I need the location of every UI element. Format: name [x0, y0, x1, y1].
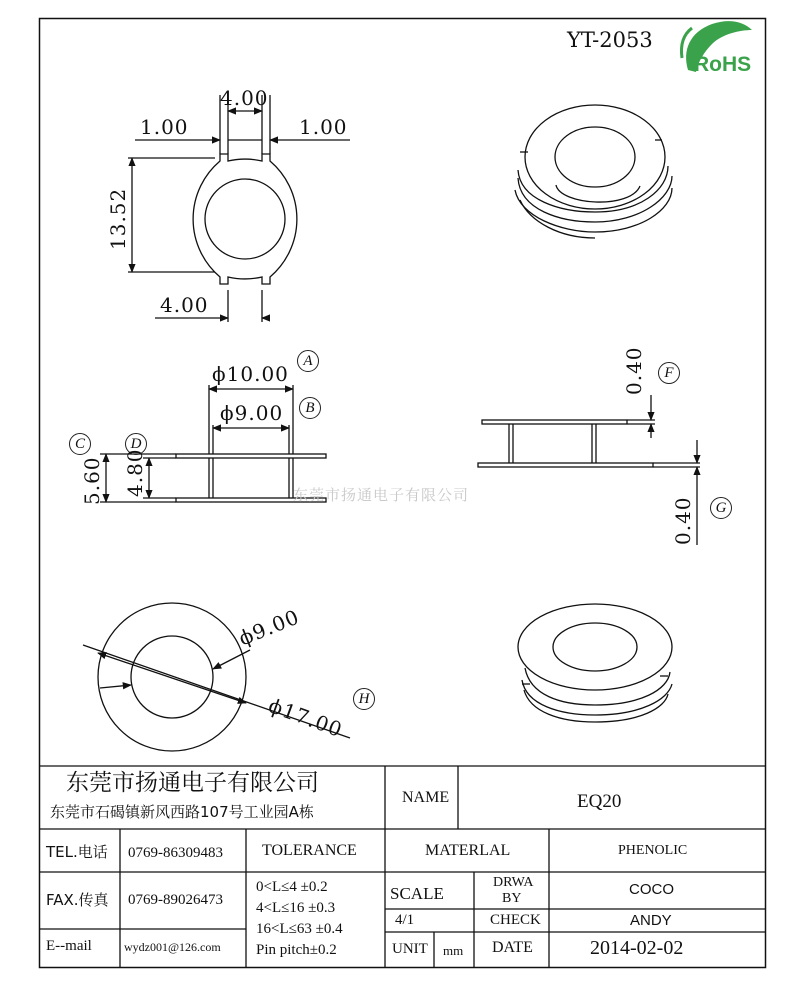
dim-left-gap: 1.00: [140, 115, 189, 139]
part-code: YT-2053: [567, 28, 653, 52]
date-label: DATE: [492, 939, 533, 956]
check-value: ANDY: [630, 912, 672, 929]
dim-dia-a: ϕ10.00: [212, 362, 289, 386]
label-c-icon: C: [69, 433, 91, 455]
unit-value: mm: [443, 943, 464, 958]
scale-label: SCALE: [390, 884, 444, 903]
drawn-label-2: BY: [502, 891, 522, 906]
dim-outer-dia: ϕ17.00: [265, 693, 346, 742]
label-d-icon: D: [125, 433, 147, 455]
fax-label: FAX.传真: [46, 891, 109, 909]
check-label: CHECK: [490, 912, 541, 928]
email-value: wydz001@126.com: [124, 940, 221, 954]
fax-value: 0769-89026473: [128, 892, 223, 908]
material-label: MATERLAL: [425, 842, 511, 859]
tolerance-row-3: 16<L≤63 ±0.4: [256, 921, 343, 937]
company-address: 东莞市石碣镇新风西路107号工业园A栋: [50, 803, 314, 821]
drawn-value: COCO: [629, 881, 674, 898]
dim-bottom-width: 4.00: [160, 293, 209, 317]
tolerance-row-4: Pin pitch±0.2: [256, 942, 337, 958]
email-label: E--mail: [46, 938, 92, 954]
tolerance-row-1: 0<L≤4 ±0.2: [256, 879, 328, 895]
company-name: 东莞市扬通电子有限公司: [66, 770, 319, 796]
label-f-icon: F: [658, 362, 680, 384]
flange-view-drawing: [478, 395, 700, 545]
dim-thickness-g: 0.40: [671, 496, 695, 545]
tolerance-row-2: 4<L≤16 ±0.3: [256, 900, 336, 916]
dim-height-d: 4.80: [123, 448, 147, 497]
isometric-view-top: [515, 105, 672, 238]
material-value: PHENOLIC: [618, 843, 688, 858]
label-b-icon: B: [299, 397, 321, 419]
label-a-icon: A: [297, 350, 319, 372]
rohs-label: RoHS: [694, 53, 752, 76]
name-value: EQ20: [577, 791, 622, 812]
dim-inner-dia: ϕ9.00: [235, 604, 303, 651]
dim-right-gap: 1.00: [299, 115, 348, 139]
name-label: NAME: [402, 789, 450, 806]
scale-value: 4/1: [395, 912, 415, 928]
date-value: 2014-02-02: [590, 937, 684, 959]
dim-dia-b: ϕ9.00: [220, 401, 284, 425]
tel-value: 0769-86309483: [128, 845, 223, 861]
tel-label: TEL.电话: [46, 843, 108, 861]
unit-label: UNIT: [392, 941, 428, 957]
dim-thickness-f: 0.40: [622, 346, 646, 395]
dim-slot-width: 4.00: [220, 86, 269, 110]
dim-height-c: 5.60: [80, 456, 104, 505]
watermark: 东莞市扬通电子有限公司: [293, 486, 470, 504]
label-g-icon: G: [710, 497, 732, 519]
label-h-icon: H: [353, 688, 375, 710]
drawn-label-1: DRWA: [493, 875, 534, 890]
tolerance-label: TOLERANCE: [262, 842, 357, 859]
isometric-view-bottom: [518, 604, 672, 722]
dim-height: 13.52: [106, 187, 130, 250]
